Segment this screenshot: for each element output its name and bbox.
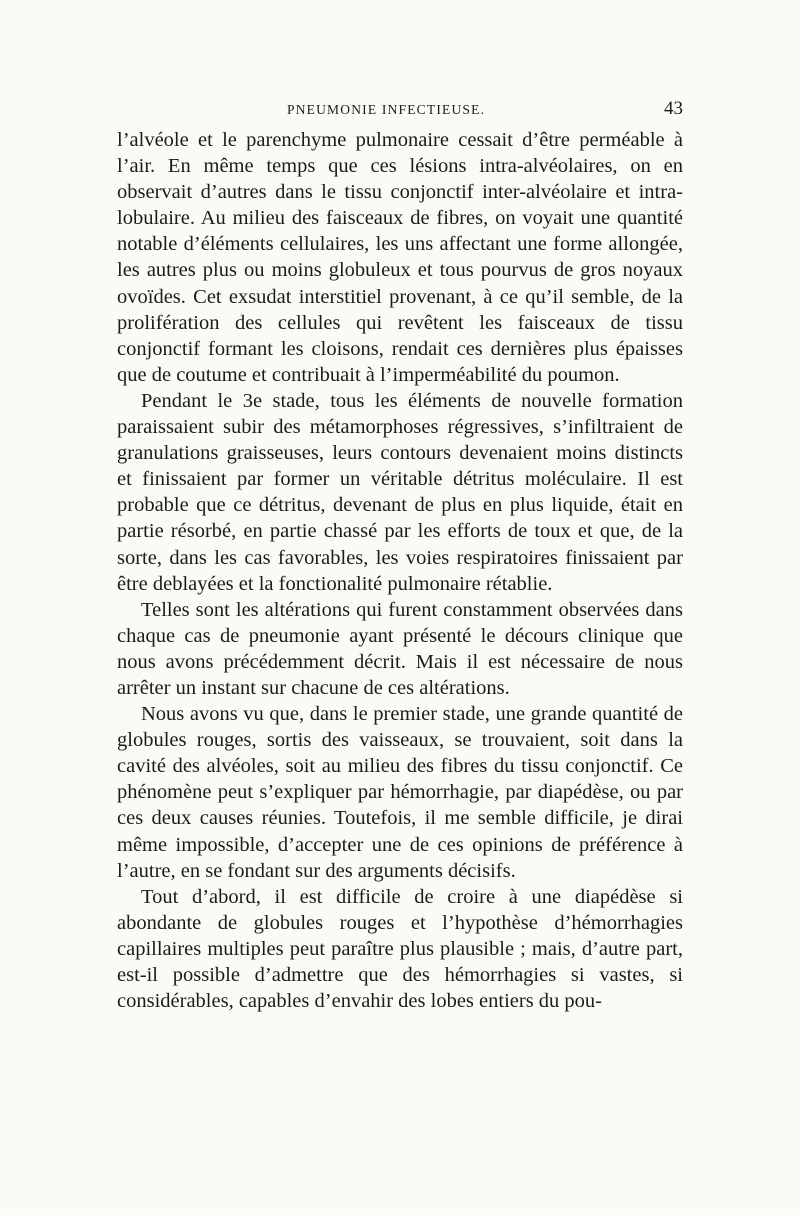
paragraph-diapedesis: Tout d’abord, il est difficile de croire à une diapédèse si abondante de globules rouges et l’hypothèse d’hémorrhagies capillaires multiples peut paraître plus plausible ; mais, d’autre part, est-il possible d’admettre que des hémorrhagies si vastes, si considérables, capables d’envahir des lobes entiers du pou- [117,885,683,1013]
running-title: PNEUMONIE INFECTIEUSE. [287,102,486,117]
paragraph-third-stage: Pendant le 3e stade, tous les éléments de nouvelle formation paraissaient subir des métamorphoses régressives, s’infiltraient de granulations graisseuses, leurs contours devenaient moins distincts et finissaient par former un véritable détritus moléculaire. Il est probable que ce détritus, devenant de plus en plus liquide, était en partie résorbé, en partie chassé par les efforts de toux et que, de la sorte, dans les cas favorables, les voies respiratoires finissaient par être deblayées et la fonctionalité pulmonaire rétablie. [117,389,683,595]
paragraph-alterations: Telles sont les altérations qui furent constamment observées dans chaque cas de pneumonie ayant présenté le décours clinique que nous avons précédemment décrit. Mais il est nécessaire de nous arrêter un instant sur chacune de ces altérations. [117,598,683,699]
running-head [117,98,683,126]
paragraph-first-stage: Nous avons vu que, dans le premier stade, une grande quantité de globules rouges, sortis des vaisseaux, se trouvaient, soit dans la cavité des alvéoles, soit au milieu des fibres du tissu conjonctif. Ce phénomène peut s’expliquer par hémorrhagie, par diapédèse, ou par ces deux causes réunies. Toutefois, il me semble difficile, je dirai même impossible, d’accepter une de ces opinions de préférence à l’autre, en se fondant sur des arguments décisifs. [117,703,683,882]
body-text [117,127,683,1014]
page-number: 43 [664,98,683,119]
paragraph-continuation: l’alvéole et le parenchyme pulmonaire cessait d’être perméable à l’air. En même temps que ces lésions intra-alvéolaires, on en observait d’autres dans le tissu conjonctif inter-alvéolaire et intra-lobulaire. Au milieu des faisceaux de fibres, on voyait une quantité notable d’éléments cellulaires, les uns affectant une forme allongée, les autres plus ou moins globuleux et tous pourvus de gros noyaux ovoïdes. Cet exsudat interstitiel provenant, à ce qu’il semble, de la prolifération des cellules qui revêtent les faisceaux de tissu conjonctif formant les cloisons, rendait ces dernières plus épaisses que de coutume et contribuait à l’imperméabilité du poumon. [117,129,683,386]
